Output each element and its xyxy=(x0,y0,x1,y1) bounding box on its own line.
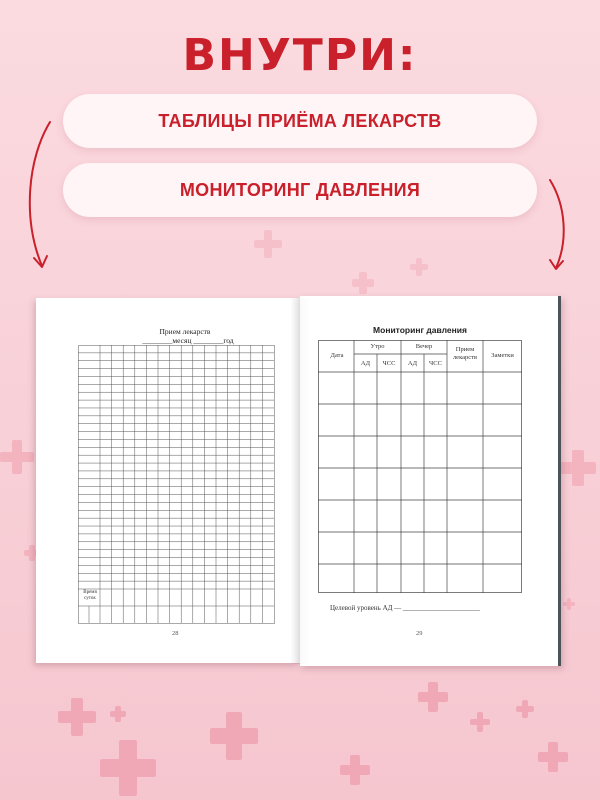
column-notes: Заметки xyxy=(491,352,514,359)
year-label: год xyxy=(223,336,234,345)
column-medication: Прием лекарств xyxy=(452,346,478,361)
target-bp-line: Целевой уровень АД — ______________________ xyxy=(330,604,480,612)
headline: ВНУТРИ: xyxy=(182,30,418,81)
medication-grid xyxy=(78,345,278,625)
column-morning-hr: ЧСС xyxy=(382,360,396,367)
feature-label: ТАБЛИЦЫ ПРИЁМА ЛЕКАРСТВ xyxy=(158,110,442,131)
right-page-number: 29 xyxy=(416,630,423,637)
column-morning: Утро xyxy=(370,343,385,350)
column-evening: Вечер xyxy=(415,343,433,350)
column-morning-bp: АД xyxy=(360,360,371,367)
feature-label: МОНИТОРИНГ ДАВЛЕНИЯ xyxy=(179,179,421,200)
pressure-table-title: Мониторинг давления xyxy=(373,325,467,335)
medication-table-period: ________месяц ________год xyxy=(142,336,234,345)
column-evening-bp: АД xyxy=(407,360,418,367)
time-of-day-label: Время суток xyxy=(83,590,97,601)
medication-table-title: Прием лекарств xyxy=(159,327,211,336)
column-evening-hr: ЧСС xyxy=(429,360,442,367)
month-label: месяц xyxy=(172,336,192,345)
target-bp-label: Целевой уровень АД — xyxy=(330,604,402,612)
pressure-grid xyxy=(318,340,528,600)
book-gutter xyxy=(290,298,310,664)
column-date: Дата xyxy=(330,352,344,359)
left-page-number: 28 xyxy=(172,630,179,637)
